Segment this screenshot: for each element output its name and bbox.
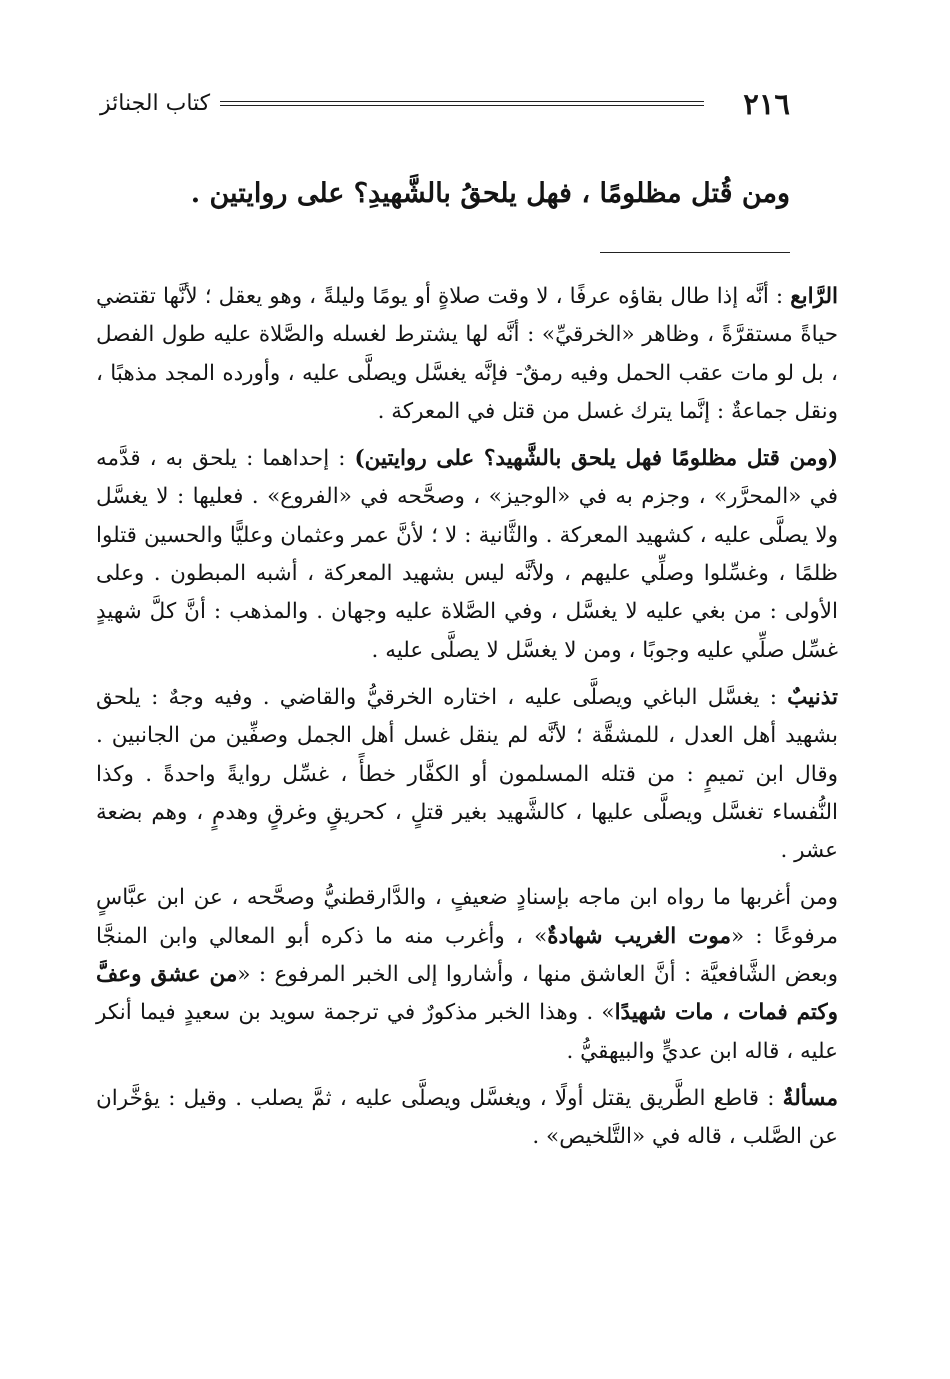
hadith-ishq: من عشق وعفَّ وكتم فمات ، مات شهيدًا: [96, 962, 838, 1026]
paragraph-text: » . وهذا الخبر مذكورٌ في ترجمة سويد بن سعيدٍ فيما أنكر عليه ، قاله ابن عديٍّ والبيهقيُّ .: [96, 1000, 838, 1064]
running-title: كتاب الجنائز: [100, 91, 211, 116]
paragraph-maqtul-mazluman: [96, 440, 838, 670]
header-rule: [220, 101, 704, 106]
paragraph-tadhnib: [96, 679, 838, 870]
hadith-ghurba: موت الغريب شهادةٌ: [547, 923, 732, 949]
paragraph-text: : قاطع الطَّريق يقتل أولًا ، ويغسَّل ويصلَّى عليه ، ثمَّ يصلب . وقيل : يؤخَّران عن الصَّلب ، قاله في «التَّلخيص» .: [96, 1085, 838, 1150]
paragraph-lead: الرَّابع: [790, 284, 838, 309]
running-header: [100, 84, 790, 124]
paragraph-text: : أنَّه إذا طال بقاؤه عرفًا ، لا وقت صلاةٍ أو يومًا وليلةً ، وهو يعقل ؛ لأنَّها تقتضي حياةً مستقرَّةً ، وظاهر «الخرقيِّ» : أنَّه لها يشترط لغسله والصَّلاة عليه طول الفصل ، بل لو مات عقب الحمل وفيه رمقٌ- فإنَّه يغسَّل ويصلَّى عليه ، وأورده المجد مذهبًا ، ونقل جماعةٌ : إنَّما يترك غسل من قتل في المعركة .: [96, 284, 838, 424]
paragraph-text: » ، وأغرب منه ما ذكره أبو المعالي وابن المنجَّا وبعض الشَّافعيَّة : أنَّ العاشق منها ، وأشاروا إلى الخبر المرفوع : «: [96, 923, 838, 988]
paragraph-lead: تذنيبٌ: [787, 684, 838, 710]
paragraph-lead: مسألةٌ: [782, 1085, 838, 1111]
matn-text: ومن قُتل مظلومًا ، فهل يلحقُ بالشَّهيدِ؟ على روايتين .: [190, 178, 790, 209]
paragraph-text: : يغسَّل الباغي ويصلَّى عليه ، اختاره الخرقيُّ والقاضي . وفيه وجهٌ : يلحق بشهيد أهل العدل ، للمشقَّة ؛ لأنَّه لم ينقل غسل أهل الجمل وصفِّين من الجانبين . وقال ابن تميمٍ : من قتله المسلمون أو الكفَّار خطأً ، غسِّل روايةً واحدةً . وكذا النُّفساء تغسَّل ويصلَّى عليها ، كالشَّهيد بغير قتلٍ ، كحريقٍ وغرقٍ وهدمٍ ، وهم بضعة عشر .: [96, 684, 838, 864]
paragraph-text: : إحداهما : يلحق به ، قدَّمه في «المحرَّر» ، وجزم به في «الوجيز» ، وصحَّحه في «الفروع» . فعليها : لا يغسَّل ولا يصلَّى عليه ، كشهيد المعركة . والثَّانية : لا ؛ لأنَّ عمر وعثمان وعليًّا والحسين قتلوا ظلمًا ، وغسِّلوا وصلِّي عليهم ، ولأنَّه ليس بشهيد المعركة ، أشبه المبطون . وعلى الأولى : من بغي عليه لا يغسَّل ، وفي الصَّلاة عليه وجهان . والمذهب : أنَّ كلَّ شهيدٍ غسِّل صلِّي عليه وجوبًا ، ومن لا يغسَّل لا يصلَّى عليه .: [96, 446, 838, 663]
paragraph-lead: (ومن قتل مظلومًا فهل يلحق بالشَّهيد؟ على روايتين): [354, 446, 838, 472]
paragraph-gharib: [96, 879, 838, 1070]
page-number: ٢١٦: [743, 87, 790, 121]
paragraph-rabi: [96, 278, 838, 431]
paragraph-text: ومن أغربها ما رواه ابن ماجه بإسنادٍ ضعيفٍ ، والدَّارقطنيُّ وصحَّحه ، عن ابن عبَّاسٍ مرفوعًا : «: [96, 885, 838, 949]
paragraph-masala: [96, 1080, 838, 1157]
separator-rule: [600, 252, 790, 253]
commentary-body: [96, 278, 838, 1166]
